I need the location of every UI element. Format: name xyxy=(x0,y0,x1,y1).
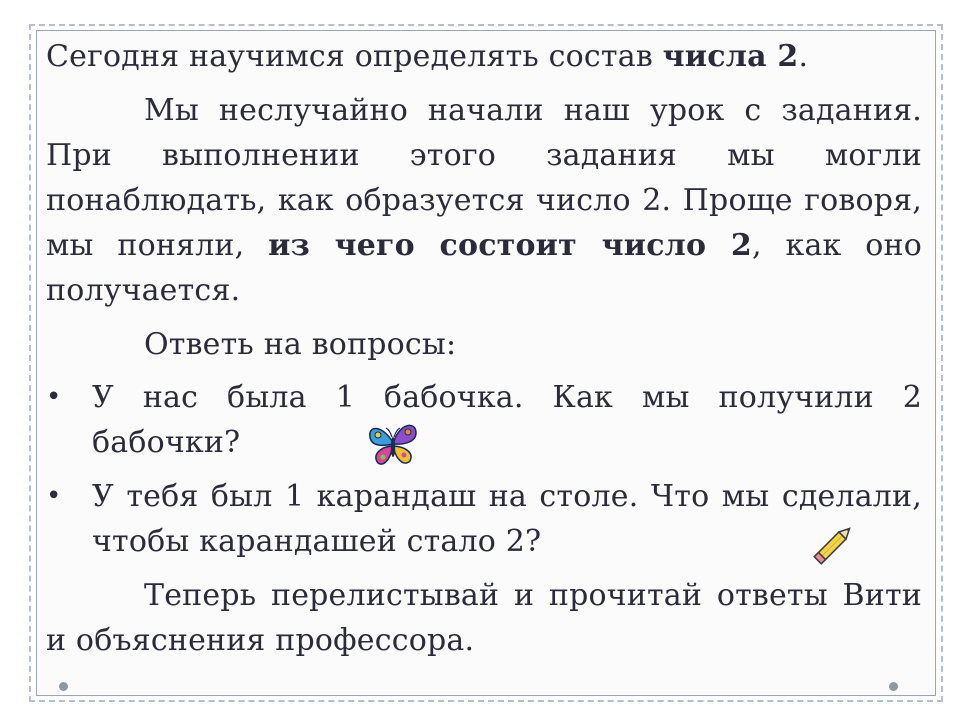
intro-bold: числа 2 xyxy=(662,39,799,74)
questions-prompt: Ответь на вопросы: xyxy=(144,327,457,362)
butterfly-icon xyxy=(366,419,420,471)
intro-text: Сегодня научимся определять состав xyxy=(46,39,663,74)
bullet: • xyxy=(46,481,62,511)
intro-paragraph xyxy=(46,34,922,79)
closing-paragraph: Теперь перелистывай и прочитай ответы Вити и объяснения профессора. xyxy=(46,578,922,658)
corner-dot xyxy=(889,682,898,691)
corner-dot xyxy=(59,682,68,691)
pencil-icon xyxy=(808,518,860,570)
explanation-end: , как оно получается. xyxy=(46,228,922,308)
question-text: У нас была 1 бабочка. Как мы получили 2 бабочки? xyxy=(92,380,922,460)
bullet: • xyxy=(46,382,62,412)
explanation-text: Мы неслучайно начали наш урок с задания. При выполнении этого задания мы могли понаблюдать, как образуется число 2. Проще говоря, мы поняли, xyxy=(46,93,922,263)
question-text: У тебя был 1 карандаш на столе. Что мы сделали, чтобы карандашей стало 2? xyxy=(92,479,922,559)
question-item xyxy=(46,375,922,465)
questions-list xyxy=(46,375,922,564)
explanation-paragraph xyxy=(46,88,922,313)
slide-content xyxy=(46,34,922,663)
intro-period: . xyxy=(798,39,809,74)
question-item xyxy=(46,474,922,564)
explanation-bold: из чего состоит число 2 xyxy=(268,228,752,263)
